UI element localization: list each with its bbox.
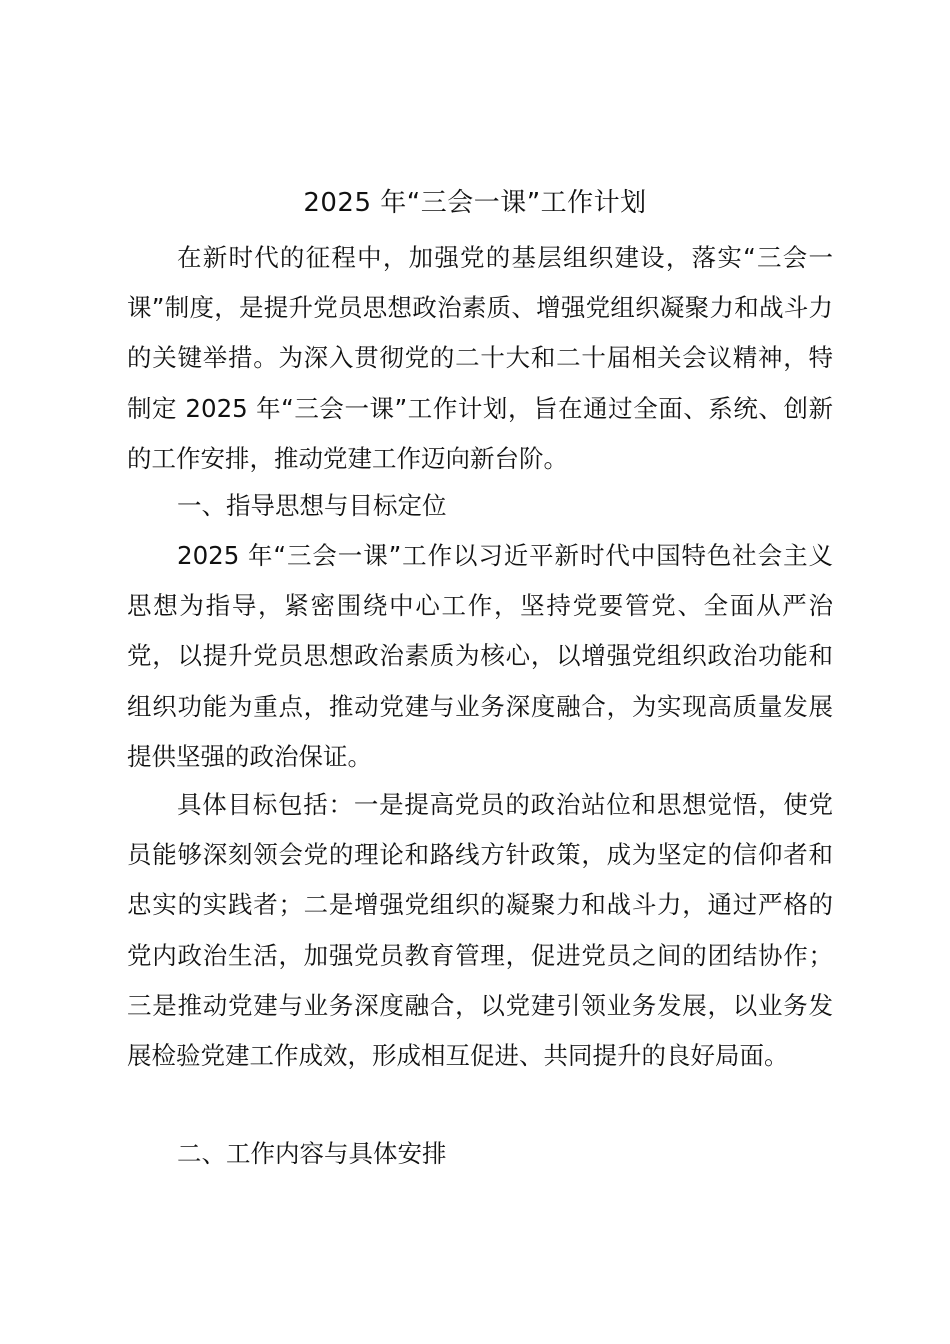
guiding-paragraph: 2025 年“三会一课”工作以习近平新时代中国特色社会主义思想为指导，紧密围绕中心工作，坚持党要管党、全面从严治党，以提升党员思想政治素质为核心，以增强党组织政治功能和组织功能为重点，推动党建与业务深度融合，为实现高质量发展提供坚强的政治保证。: [127, 541, 833, 771]
goals-paragraph: 具体目标包括：一是提高党员的政治站位和思想觉悟，使党员能够深刻领会党的理论和路线方针政策，成为坚定的信仰者和忠实的实践者；二是增强党组织的凝聚力和战斗力，通过严格的党内政治生活，加强党员教育管理，促进党员之间的团结协作；三是推动党建与业务深度融合，以党建引领业务发展，以业务发展检验党建工作成效，形成相互促进、共同提升的良好局面。: [127, 790, 833, 1071]
intro-paragraph-block: [127, 233, 833, 484]
section-heading-block-1: [127, 481, 833, 531]
document-title: 2025 年“三会一课”工作计划: [303, 188, 647, 218]
section-heading-block-2: [127, 1129, 833, 1179]
section-heading-1: 一、指导思想与目标定位: [177, 491, 447, 520]
intro-paragraph: 在新时代的征程中，加强党的基层组织建设，落实“三会一课”制度，是提升党员思想政治素质、增强党组织凝聚力和战斗力的关键举措。为深入贯彻党的二十大和二十届相关会议精神，特制定 2025 年“三会一课”工作计划，旨在通过全面、系统、创新的工作安排，推动党建工作迈向新台阶。: [127, 243, 833, 473]
section-heading-2: 二、工作内容与具体安排: [177, 1139, 447, 1168]
guiding-paragraph-block: [127, 531, 833, 782]
goals-paragraph-block: [127, 780, 833, 1081]
